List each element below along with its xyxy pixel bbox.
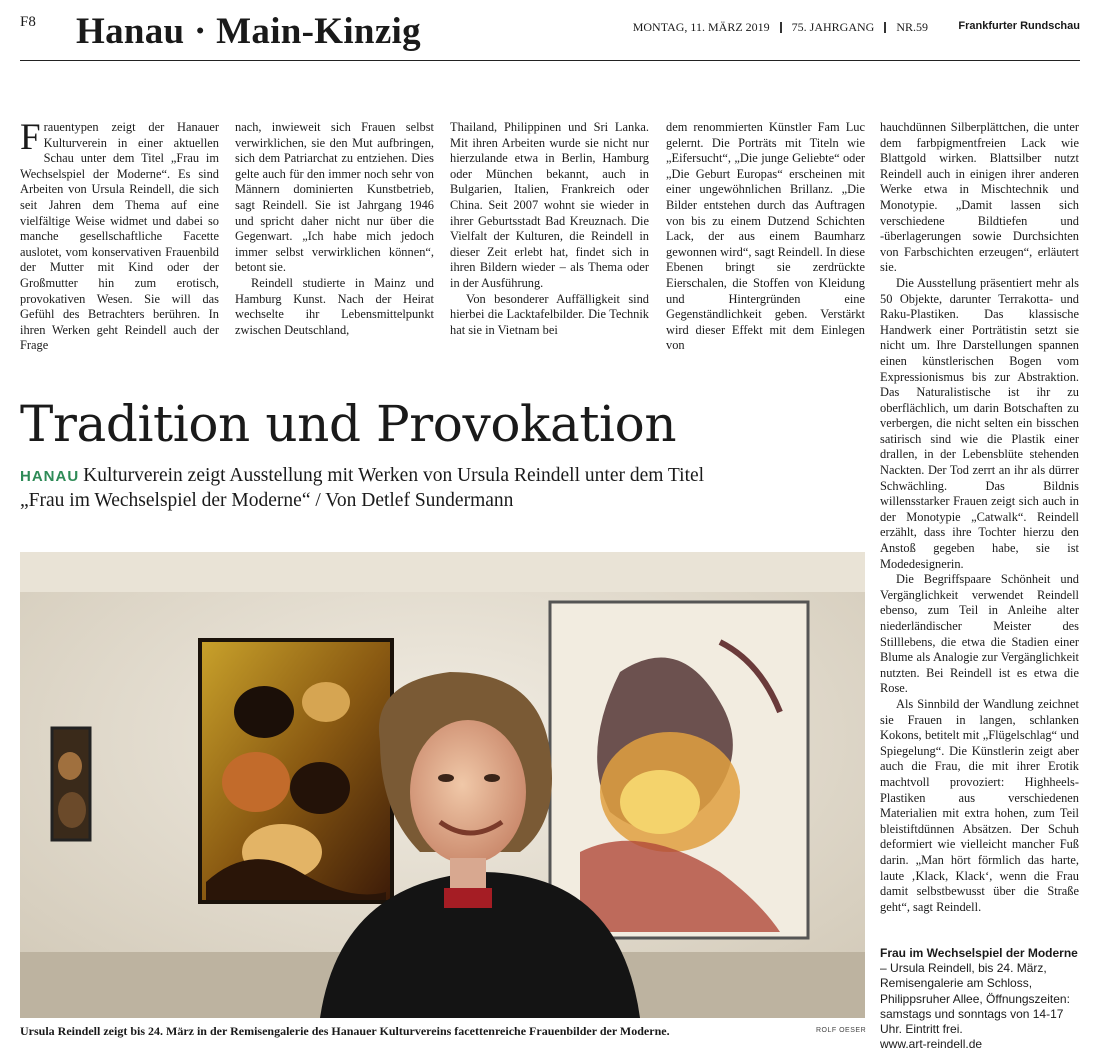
drop-cap: F: [20, 117, 41, 158]
paragraph: Die Ausstellung präsentiert mehr als 50 Objekte, darunter Terrakotta- und Raku-Plastiken. Das klassische Handwerk einer Porträtistin setzt sie nicht um. Ihre Darstellungen spannen einen künstlerischen Bogen vom Expressionismus bis zur Abstraktion. Das Naturalistische ist ihr zu oberflächlich, um darin Botschaften zu verbergen, die nicht selten ein bisschen satirisch sind wie die Plastik einer drallen, in der Lebensblüte stehenden Nackten. Der Tod zerrt an ihr als dürrer Schwächling. Das Bildnis willensstarker Frauen zeigt sich auch in der Monotypie „Catwalk“. Reindell erzählt, dass ihre Tochter hierzu den Anstoß gegeben habe, sie ist Modedesignerin.: [880, 275, 1079, 571]
info-title: Frau im Wechselspiel der Moderne: [880, 946, 1078, 960]
section-title: Hanau · Main-Kinzig: [76, 11, 421, 52]
paragraph: hauchdünnen Silberplättchen, die unter dem farbpigmentfreien Lack wie Blattgold wirken. Blattsilber nutzt Reindell auch in einigen ihrer anderen Werke etwa in Mischtechnik und Monotypie. „Damit lassen sich verschiedene Bildtiefen und -überlagerungen sowie Durchsichten von Farbschichten erzeugen“, erläutert sie.: [880, 120, 1079, 275]
meta-divider: [884, 22, 886, 33]
location-tag: HANAU: [20, 468, 80, 485]
newspaper-name: Frankfurter Rundschau: [958, 20, 1080, 32]
photo-illustration: [20, 552, 865, 1018]
paragraph: Von besonderer Auffälligkeit sind hierbei die Lacktafelbilder. Die Technik hat sie in Vietnam bei: [450, 291, 649, 337]
issue-volume: 75. JAHRGANG: [791, 20, 875, 34]
article-column-5: [880, 120, 1079, 915]
issue-number: NR.59: [896, 20, 928, 34]
article-column-1: [20, 117, 219, 354]
photo-caption: Ursula Reindell zeigt bis 24. März in der Remisengalerie des Hanauer Kulturvereins facettenreiche Frauenbilder der Moderne.: [20, 1024, 670, 1038]
photo-credit: ROLF OESER: [816, 1027, 867, 1034]
article-column-4: [666, 120, 865, 354]
paragraph: Die Begriffspaare Schönheit und Vergänglichkeit verwendet Reindell ebenso, zum Teil in Anleihe alter niederländischer Meister des Stilllebens, die etwa die Stadien einer Blume als Analogie zur Vergänglichkeit nutzten. Bei Reindell ist es etwa die Rose.: [880, 572, 1079, 696]
subhead-line-2: „Frau im Wechselspiel der Moderne“ / Von Detlef Sundermann: [20, 490, 514, 511]
article-photo: [20, 552, 865, 1018]
paragraph: Reindell studierte in Mainz und Hamburg Kunst. Nach der Heirat wechselte ihr Lebensmittelpunkt zwischen Deutschland,: [235, 275, 434, 337]
info-dash: –: [880, 961, 887, 976]
issue-meta: [633, 20, 928, 35]
info-box: [880, 946, 1085, 1052]
meta-divider: [780, 22, 782, 33]
article-column-2: [235, 120, 434, 338]
paragraph: nach, inwieweit sich Frauen selbst verwirklichen, sie den Mut aufbringen, sich dem Patriarchat zu entziehen. Dies gelte auch für den immer noch sehr von Männern dominierten Kunstbetrieb, sagt Reindell. Sie ist Jahrgang 1946 und spricht daher nicht nur über die Gegenwart. „Ich habe mich jedoch immer selbst verwirklichen können“, betont sie.: [235, 120, 434, 275]
paragraph: [20, 117, 219, 354]
paragraph: Thailand, Philippinen und Sri Lanka. Mit ihren Arbeiten wurde sie nicht nur hierzulande etwa in Berlin, Hamburg oder München bekannt, auch in Bulgarien, Italien, Frankreich oder China. Seit 2007 wohnt sie wieder in ihrer Geburtsstadt Bad Kreuznach. Die Vielfalt der Kulturen, die Reindell in dieser Zeit erlebt hat, findet sich in ihren Bildern wieder – als Thema oder in der Ausführung.: [450, 120, 649, 290]
info-url-link[interactable]: www.art-reindell.de: [880, 1037, 983, 1052]
info-details: Ursula Reindell, bis 24. März, Remisengalerie am Schloss, Philippsruher Allee, Öffnungszeiten: samstags und sonntags von 14-17 Uhr. Eintritt frei.: [880, 961, 1070, 1037]
subhead-line-1: Kulturverein zeigt Ausstellung mit Werken von Ursula Reindell unter dem Titel: [83, 465, 705, 486]
article-column-3: [450, 120, 649, 338]
paragraph: dem renommierten Künstler Fam Luc gelernt. Die Porträts mit Titeln wie „Eifersucht“, „Die junge Geliebte“ oder „Die Geburt Europas“ erscheinen mit einer ungewöhnlichen Brillanz. „Die Bilder entstehen durch das Auftragen von bis zu einem Dutzend Schichten Lack, der aus einem Baumharz gewonnen wird“, sagt Reindell. In diese Ebenen bringt sie zerdrückte Eierschalen, die Stoffen von Kleidung und Hintergründen eine Gegenständlichkeit geben. Verstärkt wird dieser Effekt mit dem Einlegen von: [666, 120, 865, 353]
paragraph: Als Sinnbild der Wandlung zeichnet sie Frauen in langen, schlanken Kokons, betitelt mit „Flügelschlag“ und Spiegelung“. Die Künstlerin zeigt aber auch die Frau, die mit ihrer Erotik machtvoll provoziert: Highheels-Plastiken aus verschiedenen Materialien mit extra hohen, zum Teil bleistiftdünnen Absätzen. Der Schuh deformiert wie vielleicht mancher Fuß darin. „Man hört förmlich das harte, laute ‚Klack, Klack‘, wenn die Frau damit selbstbewusst über die Straße geht“, sagt Reindell.: [880, 696, 1079, 914]
page-number: F8: [20, 14, 36, 30]
subheadline: [20, 464, 820, 513]
header-rule: [20, 60, 1080, 61]
issue-date: MONTAG, 11. MÄRZ 2019: [632, 20, 770, 34]
headline: Tradition und Provokation: [20, 395, 677, 453]
paragraph-text: rauentypen zeigt der Hanauer Kulturverein in einer aktuellen Schau unter dem Titel „Frau im Wechselspiel der Moderne“. Es sind Arbeiten von Ursula Reindell, die sich seit Jahren dem Thema auf eine vielfältige Weise widmet und dabei so manche gesellschaftliche Facette auslotet, vom konservativen Frauenbild der Mutter mit Kind oder der Großmutter hin zum erotisch, provokativen Wesen. Sie will das Gefühl des Betrachters berühren. In ihren Werken geht Reindell auch der Frage: [20, 120, 219, 353]
